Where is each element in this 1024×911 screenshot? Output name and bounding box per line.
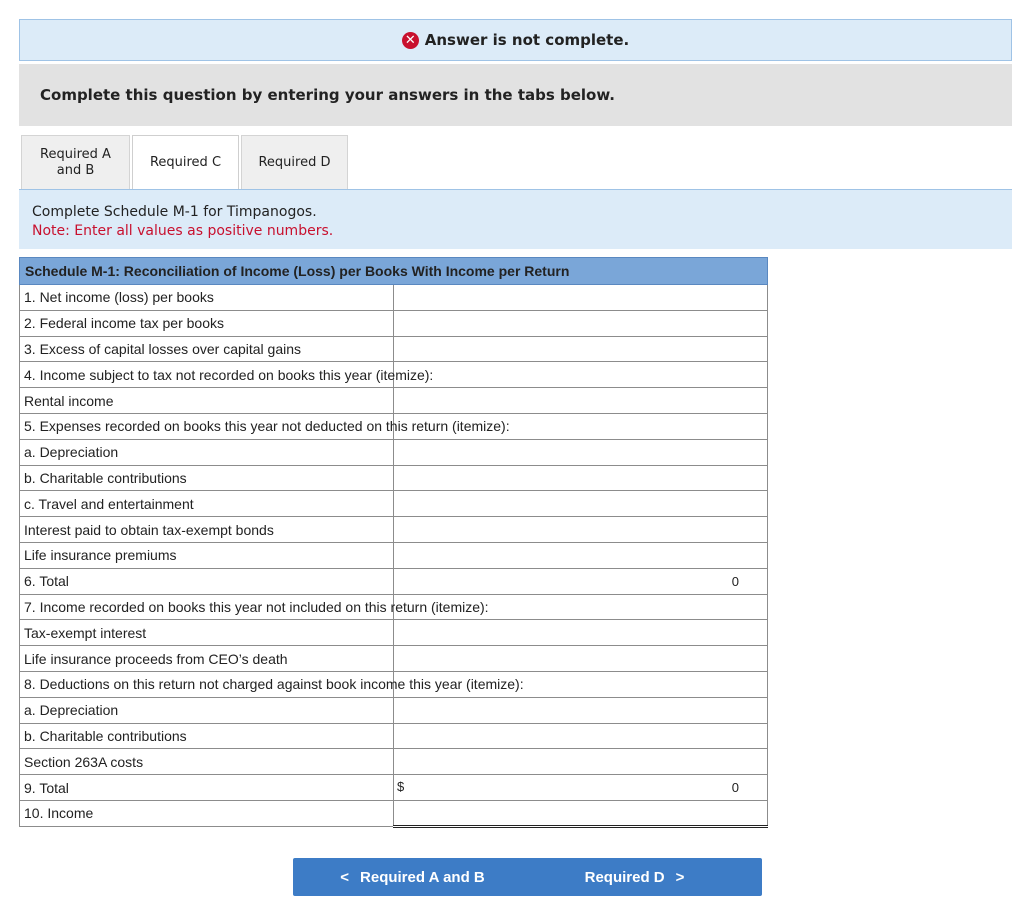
- row-value-cell: [394, 671, 768, 697]
- tab-label: Required D: [258, 154, 331, 170]
- currency-symbol: $: [397, 779, 405, 795]
- schedule-heading: Schedule M-1: Reconciliation of Income (Loss) per Books With Income per Return: [20, 258, 768, 285]
- row-value-cell: [394, 491, 768, 517]
- tab-required-c[interactable]: [132, 135, 239, 190]
- amount-input[interactable]: [394, 285, 767, 310]
- amount-input[interactable]: [394, 595, 767, 620]
- row-value-cell: [394, 620, 768, 646]
- row-value-cell: [394, 697, 768, 723]
- row-value-cell: [394, 285, 768, 311]
- row-label: 4. Income subject to tax not recorded on books this year (itemize):: [20, 362, 394, 388]
- row-label: 1. Net income (loss) per books: [20, 285, 394, 311]
- tab-content-header: [19, 190, 1012, 249]
- amount-input[interactable]: [394, 620, 767, 645]
- tab-bar: [21, 135, 350, 189]
- table-row: [20, 413, 768, 439]
- row-label: 2. Federal income tax per books: [20, 310, 394, 336]
- table-row: [20, 388, 768, 414]
- tab-required-d[interactable]: [241, 135, 348, 189]
- table-row: [20, 697, 768, 723]
- row-value-cell: [394, 310, 768, 336]
- amount-input[interactable]: [394, 672, 767, 697]
- tab-content-title: Complete Schedule M-1 for Timpanogos.: [32, 204, 317, 220]
- row-value-cell: [394, 568, 768, 594]
- amount-input[interactable]: [394, 724, 767, 749]
- row-label: 3. Excess of capital losses over capital gains: [20, 336, 394, 362]
- row-label: Rental income: [20, 388, 394, 414]
- row-value-cell: [394, 413, 768, 439]
- row-value-cell: [394, 723, 768, 749]
- table-row: [20, 362, 768, 388]
- table-row: [20, 646, 768, 672]
- table-row: [20, 465, 768, 491]
- table-row: [20, 285, 768, 311]
- amount-input[interactable]: [394, 698, 767, 723]
- row-value-cell: [394, 646, 768, 672]
- row-value-cell: [394, 800, 768, 826]
- row-label: 5. Expenses recorded on books this year not deducted on this return (itemize):: [20, 413, 394, 439]
- row-value-cell: [394, 542, 768, 568]
- row-label: Interest paid to obtain tax-exempt bonds: [20, 517, 394, 543]
- amount-input[interactable]: [394, 801, 767, 825]
- row-value-cell: [394, 465, 768, 491]
- instruction-text: Complete this question by entering your answers in the tabs below.: [40, 86, 615, 104]
- amount-input[interactable]: [394, 337, 767, 362]
- schedule-body: [20, 285, 768, 827]
- table-row: [20, 800, 768, 826]
- table-row: [20, 723, 768, 749]
- amount-input[interactable]: [394, 749, 767, 774]
- amount-input[interactable]: [394, 491, 767, 516]
- amount-input[interactable]: [394, 440, 767, 465]
- prev-button-label: Required A and B: [360, 868, 485, 886]
- amount-input[interactable]: [394, 646, 767, 671]
- row-value-cell: [394, 594, 768, 620]
- amount-input[interactable]: [394, 388, 767, 413]
- row-label: c. Travel and entertainment: [20, 491, 394, 517]
- tab-content-note: Note: Enter all values as positive numbers.: [32, 223, 334, 239]
- table-row: [20, 517, 768, 543]
- row-value-cell: [394, 517, 768, 543]
- row-label: Tax-exempt interest: [20, 620, 394, 646]
- amount-input[interactable]: [394, 311, 767, 336]
- amount-input[interactable]: [394, 775, 767, 800]
- row-value-cell: [394, 749, 768, 775]
- amount-input[interactable]: [394, 466, 767, 491]
- chevron-right-icon: >: [675, 868, 685, 886]
- prev-required-button[interactable]: [293, 858, 521, 896]
- tab-required-a-and-b[interactable]: [21, 135, 130, 189]
- row-label: 6. Total: [20, 568, 394, 594]
- row-label: 9. Total: [20, 775, 394, 801]
- amount-input[interactable]: [394, 543, 767, 568]
- answer-status-text: Answer is not complete.: [424, 31, 630, 49]
- schedule-m1-table: [19, 257, 768, 828]
- table-row: [20, 620, 768, 646]
- row-value-cell: [394, 775, 768, 801]
- next-required-button[interactable]: [518, 858, 762, 896]
- table-row: [20, 568, 768, 594]
- amount-input[interactable]: [394, 517, 767, 542]
- row-label: 10. Income: [20, 800, 394, 826]
- table-row: [20, 775, 768, 801]
- row-label: Section 263A costs: [20, 749, 394, 775]
- row-label: b. Charitable contributions: [20, 465, 394, 491]
- tab-label-line2: and B: [56, 162, 95, 178]
- row-label: Life insurance proceeds from CEO’s death: [20, 646, 394, 672]
- table-row: [20, 310, 768, 336]
- instruction-bar: [19, 64, 1012, 126]
- amount-input[interactable]: [394, 414, 767, 439]
- chevron-left-icon: <: [340, 868, 350, 886]
- row-label: 7. Income recorded on books this year not included on this return (itemize):: [20, 594, 394, 620]
- answer-status-banner: [19, 19, 1012, 61]
- amount-input[interactable]: [394, 362, 767, 387]
- next-button-label: Required D: [584, 868, 665, 886]
- row-label: b. Charitable contributions: [20, 723, 394, 749]
- row-value-cell: [394, 362, 768, 388]
- tab-label-line1: Required A: [40, 146, 111, 162]
- row-label: a. Depreciation: [20, 697, 394, 723]
- row-label: a. Depreciation: [20, 439, 394, 465]
- table-row: [20, 671, 768, 697]
- table-row: [20, 336, 768, 362]
- row-value-cell: [394, 388, 768, 414]
- table-row: [20, 749, 768, 775]
- close-circle-icon: ✕: [402, 32, 419, 49]
- row-value-cell: [394, 336, 768, 362]
- row-label: 8. Deductions on this return not charged against book income this year (itemize):: [20, 671, 394, 697]
- row-label: Life insurance premiums: [20, 542, 394, 568]
- table-row: [20, 542, 768, 568]
- table-row: [20, 439, 768, 465]
- table-row: [20, 491, 768, 517]
- amount-input[interactable]: [394, 569, 767, 594]
- row-value-cell: [394, 439, 768, 465]
- tab-label: Required C: [149, 155, 222, 170]
- table-row: [20, 594, 768, 620]
